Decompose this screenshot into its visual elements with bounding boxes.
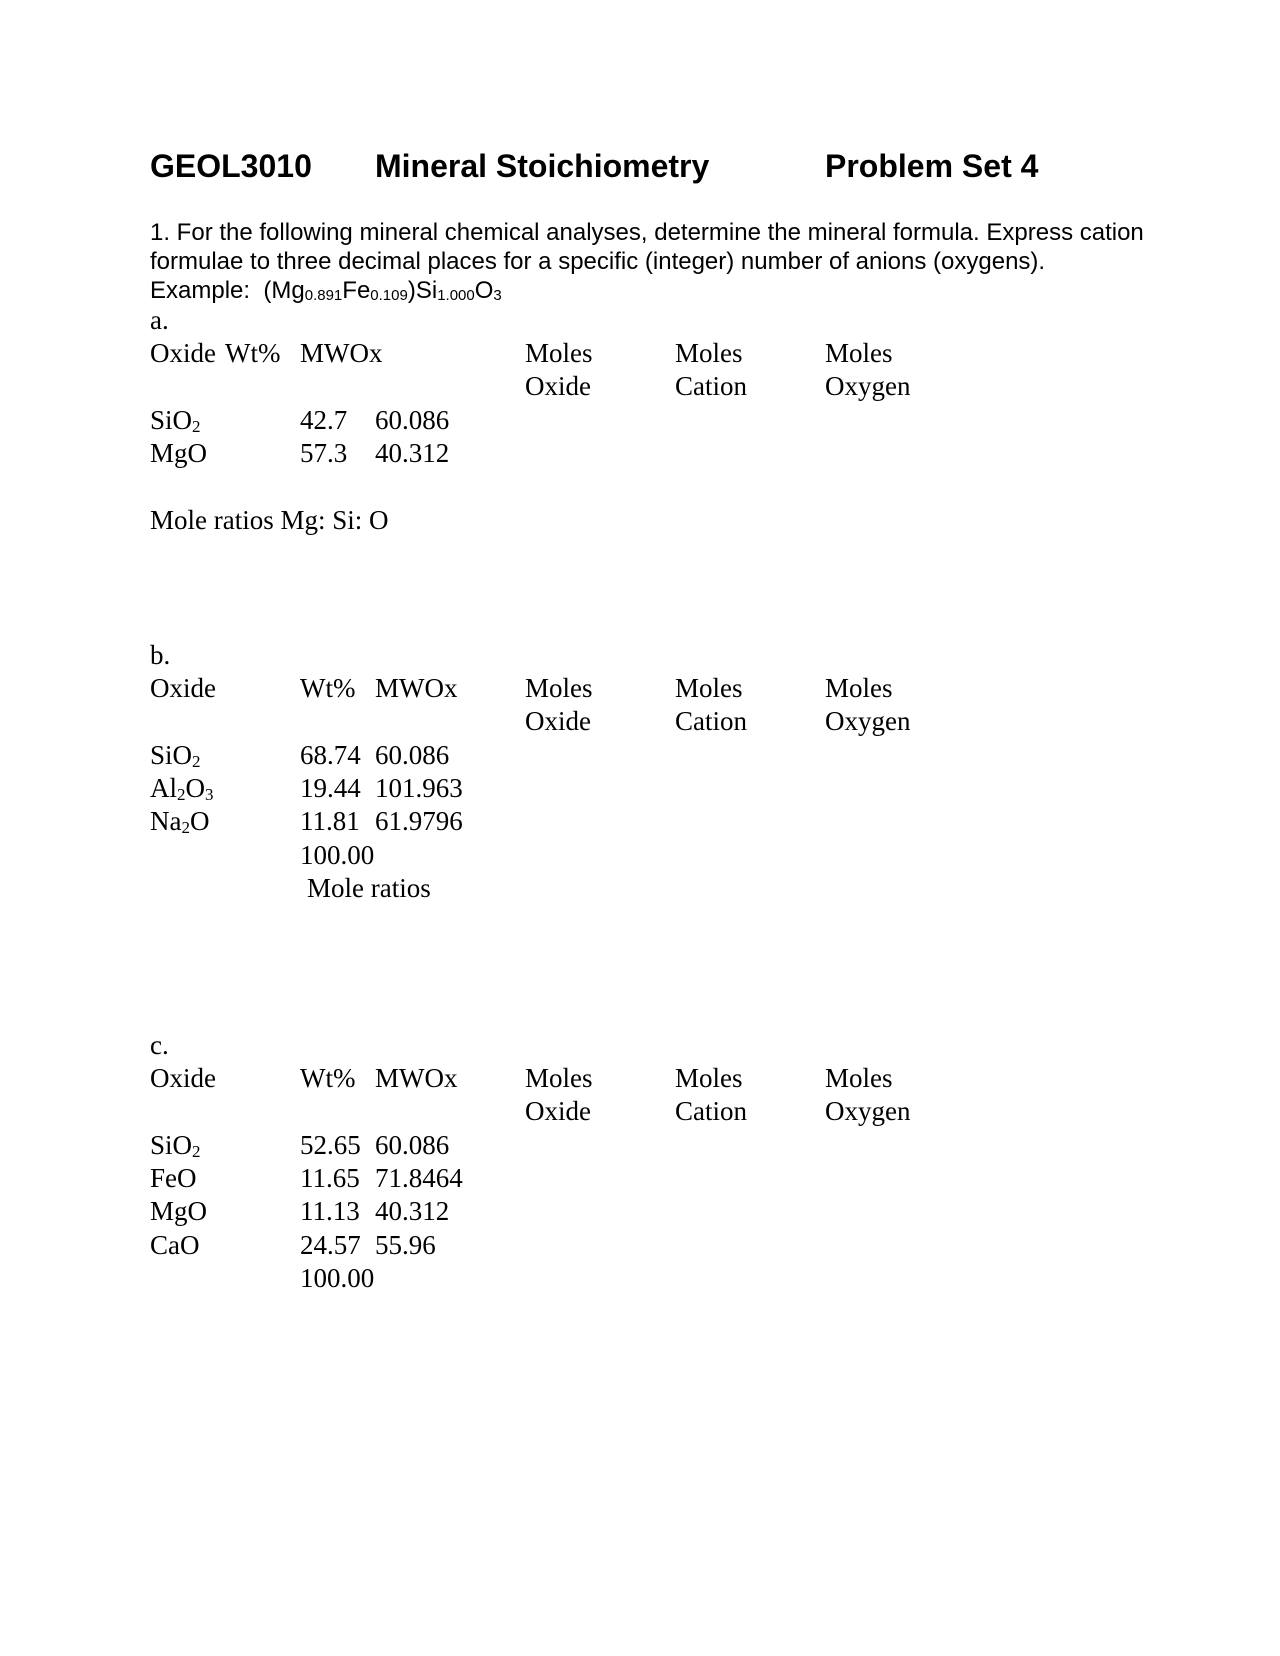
page-title: Mineral Stoichiometry — [375, 148, 710, 184]
part-c-header-cation: Cation — [675, 1096, 747, 1126]
part-b-header-cation: Cation — [675, 706, 747, 736]
part-a-header-oxygen: Oxygen — [825, 371, 911, 401]
part-c-header-wt: Wt% — [300, 1063, 356, 1093]
part-a-header-moles-3: Moles — [825, 338, 893, 368]
part-b-header-wt: Wt% — [300, 673, 356, 703]
part-b-header-oxygen: Oxygen — [825, 706, 911, 736]
part-c-row-2-oxide: FeO — [150, 1163, 197, 1193]
part-a-header-mwox: MWOx — [300, 338, 383, 368]
part-c-header-oxide: Oxide — [150, 1063, 216, 1093]
part-b-row-2-wt: 19.44 — [300, 773, 361, 803]
part-c-row-2-mw: 71.8464 — [375, 1163, 463, 1193]
part-c-header-moles-3: Moles — [825, 1063, 893, 1093]
part-a-row-1-oxide: SiO$_2$ — [150, 405, 201, 436]
part-c-row-4-oxide: CaO — [150, 1230, 200, 1260]
example-mg: Mg — [271, 277, 305, 304]
example-mg-sub: 0.891 — [304, 287, 343, 304]
part-a-header-moles-1: Moles — [525, 338, 593, 368]
part-a-row-2-oxide: MgO — [150, 438, 208, 468]
part-b-header-mwox: MWOx — [375, 673, 458, 703]
part-c-row-3-mw: 40.312 — [375, 1196, 450, 1226]
part-c-header-mwox: MWOx — [375, 1063, 458, 1093]
part-c-row-1-wt: 52.65 — [300, 1130, 361, 1160]
part-b-total: 100.00 — [300, 840, 375, 870]
part-c-row-4-wt: 24.57 — [300, 1230, 361, 1260]
part-b-row-3-mw: 61.9796 — [375, 806, 463, 836]
part-c-row-2-wt: 11.65 — [300, 1163, 360, 1193]
part-a-header-moles-2: Moles — [675, 338, 743, 368]
part-c-total: 100.00 — [300, 1263, 375, 1293]
example-si: Si — [415, 277, 438, 304]
part-a-label: a. — [150, 305, 169, 335]
part-c-header-moles-2: Moles — [675, 1063, 743, 1093]
part-a-row-1-mw: 60.086 — [375, 405, 450, 435]
part-a-header-oxide: Oxide — [150, 338, 216, 368]
part-c-row-1-oxide: SiO$_2$ — [150, 1130, 201, 1161]
part-b-header-oxide: Oxide — [150, 673, 216, 703]
part-b-row-1-oxide: SiO$_2$ — [150, 740, 201, 771]
problem-set-label: Problem Set 4 — [825, 148, 1039, 184]
part-b-mole-ratios: Mole ratios — [307, 873, 431, 903]
part-b-row-3-oxide: $Na_2O$ — [150, 806, 210, 837]
part-a-row-1-wt: 42.7 — [300, 405, 348, 435]
part-b-row-2-mw: 101.963 — [375, 773, 463, 803]
example-si-sub: 1.000 — [437, 287, 475, 304]
part-c-label: c. — [150, 1030, 169, 1060]
part-a-row-2-wt: 57.3 — [300, 438, 348, 468]
part-a-header-cation: Cation — [675, 371, 747, 401]
part-c-row-3-wt: 11.13 — [300, 1196, 360, 1226]
part-c-header-moles-1: Moles — [525, 1063, 593, 1093]
part-b-label: b. — [150, 640, 171, 670]
part-b-header-moles-1: Moles — [525, 673, 593, 703]
example-fe-sub: 0.109 — [370, 287, 408, 304]
part-b-row-2-oxide: $Al_2O_3$ — [150, 773, 214, 804]
course-code: GEOL3010 — [150, 148, 312, 184]
example-formula: $(Mg_{0.891}Fe_{0.109})Si_{1.000}O_3$ — [263, 277, 502, 304]
part-a-row-2-mw: 40.312 — [375, 438, 450, 468]
part-a-header-wt: Wt% — [225, 338, 281, 368]
part-b-header-oxide-sub: Oxide — [525, 706, 591, 736]
part-c-header-oxide-sub: Oxide — [525, 1096, 591, 1126]
example-o-sub: 3 — [493, 287, 502, 304]
part-c-row-3-oxide: MgO — [150, 1196, 208, 1226]
part-b-row-1-wt: 68.74 — [300, 740, 361, 770]
part-c-row-4-mw: 55.96 — [375, 1230, 436, 1260]
part-b-header-moles-3: Moles — [825, 673, 893, 703]
intro-text: 1. For the following mineral chemical analyses, determine the mineral formula. Express cation formulae to three decimal places for a specific (integer) number of anions (oxygens). Example: — [150, 219, 1144, 304]
part-b-row-3-wt: 11.81 — [300, 806, 360, 836]
part-c-header-oxygen: Oxygen — [825, 1096, 911, 1126]
part-a-mole-ratios: Mole ratios Mg: Si: O — [150, 505, 389, 535]
part-c-row-1-mw: 60.086 — [375, 1130, 450, 1160]
example-fe: Fe — [342, 277, 371, 304]
part-b-row-1-mw: 60.086 — [375, 740, 450, 770]
part-a-header-oxide-sub: Oxide — [525, 371, 591, 401]
example-o: O — [474, 277, 494, 304]
intro-paragraph — [150, 218, 1150, 305]
part-b-header-moles-2: Moles — [675, 673, 743, 703]
